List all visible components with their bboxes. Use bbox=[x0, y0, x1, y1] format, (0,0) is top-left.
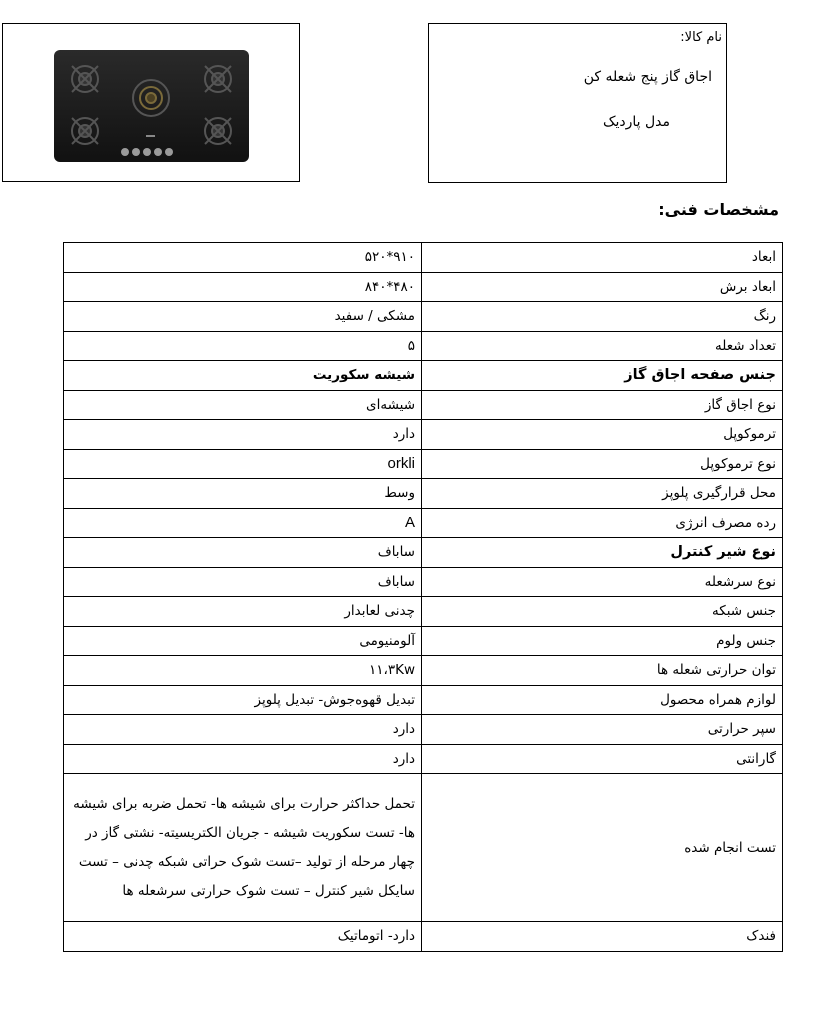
product-name-label: نام کالا: bbox=[680, 30, 722, 45]
spec-key: رنگ bbox=[422, 302, 783, 332]
table-row bbox=[64, 922, 783, 952]
table-row bbox=[64, 272, 783, 302]
table-row bbox=[64, 508, 783, 538]
table-row bbox=[64, 302, 783, 332]
table-row bbox=[64, 685, 783, 715]
spec-key: تست انجام شده bbox=[422, 774, 783, 922]
spec-key: جنس ولوم bbox=[422, 626, 783, 656]
spec-key: توان حرارتی شعله ها bbox=[422, 656, 783, 686]
spec-value: دارد bbox=[64, 715, 422, 745]
table-row bbox=[64, 744, 783, 774]
table-row bbox=[64, 361, 783, 391]
spec-key: جنس صفحه اجاق گاز bbox=[422, 361, 783, 391]
spec-value: تبدیل قهوه‌جوش- تبدیل پلوپز bbox=[64, 685, 422, 715]
spec-value: ۹۱۰*۵۲۰ bbox=[64, 243, 422, 273]
gas-stove-image bbox=[3, 24, 299, 181]
spec-value: ساباف bbox=[64, 567, 422, 597]
spec-table bbox=[63, 242, 783, 952]
spec-key: نوع ترموکوپل bbox=[422, 449, 783, 479]
spec-value: ساباف bbox=[64, 538, 422, 568]
spec-value: شیشه‌ای bbox=[64, 390, 422, 420]
table-row bbox=[64, 538, 783, 568]
table-row bbox=[64, 390, 783, 420]
spec-value: A bbox=[64, 508, 422, 538]
spec-key: ابعاد bbox=[422, 243, 783, 273]
table-row bbox=[64, 567, 783, 597]
spec-key: تعداد شعله bbox=[422, 331, 783, 361]
spec-value: تحمل حداکثر حرارت برای شیشه ها- تحمل ضربه برای شیشه ها- تست سکوریت شیشه - جریان الکتریسیته- نشتی گاز در چهار مرحله از تولید –تست شوک حراتی شبکه چدنی – تست سایکل شیر کنترل – تست شوک حرارتی سرشعله ها bbox=[64, 774, 422, 922]
spec-value: مشکی / سفید bbox=[64, 302, 422, 332]
spec-value: ۱۱،۳Kw bbox=[64, 656, 422, 686]
spec-value: چدنی لعابدار bbox=[64, 597, 422, 627]
spec-value: ۵ bbox=[64, 331, 422, 361]
product-name-line1: اجاق گاز پنج شعله کن bbox=[583, 69, 712, 85]
table-row bbox=[64, 449, 783, 479]
spec-value: دارد bbox=[64, 420, 422, 450]
spec-value: orkli bbox=[64, 449, 422, 479]
spec-key: فندک bbox=[422, 922, 783, 952]
spec-key: جنس شبکه bbox=[422, 597, 783, 627]
table-row bbox=[64, 243, 783, 273]
spec-value: ۴۸۰*۸۴۰ bbox=[64, 272, 422, 302]
spec-value: شیشه سکوریت bbox=[64, 361, 422, 391]
spec-key: ابعاد برش bbox=[422, 272, 783, 302]
spec-key: رده مصرف انرژی bbox=[422, 508, 783, 538]
spec-value: وسط bbox=[64, 479, 422, 509]
spec-key: نوع اجاق گاز bbox=[422, 390, 783, 420]
table-row bbox=[64, 420, 783, 450]
product-name-box bbox=[428, 23, 727, 183]
spec-key: محل قرارگیری پلوپز bbox=[422, 479, 783, 509]
spec-value: دارد bbox=[64, 744, 422, 774]
spec-heading: مشخصات فنی: bbox=[658, 200, 779, 219]
table-row bbox=[64, 626, 783, 656]
spec-key: لوازم همراه محصول bbox=[422, 685, 783, 715]
table-row bbox=[64, 479, 783, 509]
table-row bbox=[64, 774, 783, 922]
table-row bbox=[64, 715, 783, 745]
spec-value: دارد- اتوماتیک bbox=[64, 922, 422, 952]
table-row bbox=[64, 597, 783, 627]
spec-key: نوع شیر کنترل bbox=[422, 538, 783, 568]
product-model-line: مدل پاردیک bbox=[602, 114, 670, 130]
spec-key: سپر حرارتی bbox=[422, 715, 783, 745]
spec-key: گارانتی bbox=[422, 744, 783, 774]
spec-key: نوع سرشعله bbox=[422, 567, 783, 597]
table-row bbox=[64, 331, 783, 361]
table-row bbox=[64, 656, 783, 686]
product-image-frame bbox=[2, 23, 300, 182]
spec-value: آلومنیومی bbox=[64, 626, 422, 656]
spec-key: ترموکوپل bbox=[422, 420, 783, 450]
